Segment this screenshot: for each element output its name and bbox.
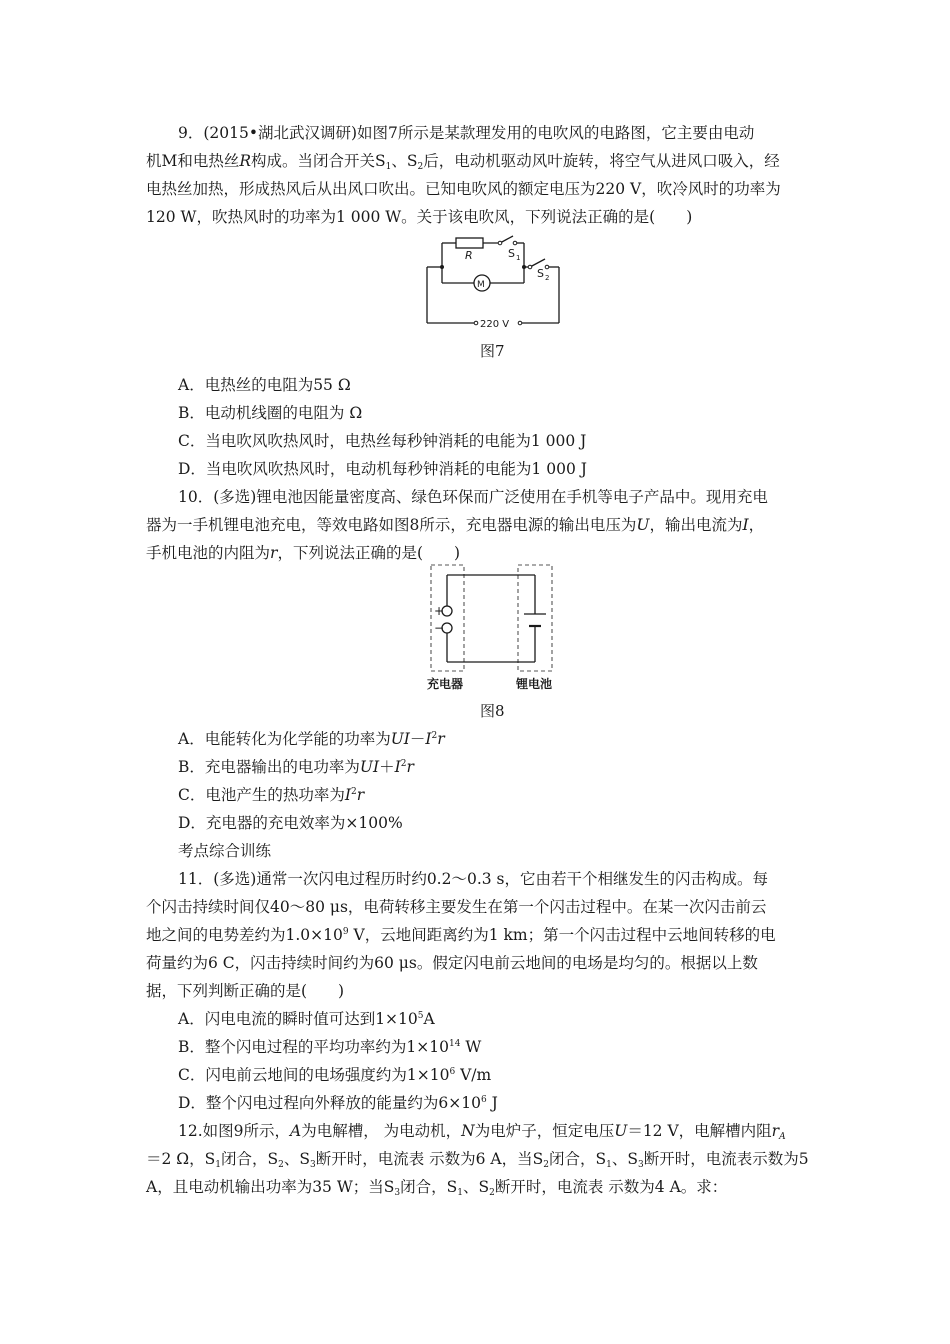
q9-line-2: 机M和电热丝R构成。当闭合开关$S_1$、$S_2$后，电动机驱动风叶旋转，将空气从进风口吸入，经 <box>146 152 780 172</box>
figure-8-caption: 图8 <box>480 702 505 720</box>
q9-line-3: 电热丝加热，形成热风后从出风口吹出。已知电吹风的额定电压为220 V，吹冷风时的功率为 <box>146 180 781 198</box>
fig7-label-r: R <box>465 249 473 262</box>
fig7-label-s2: S <box>537 267 544 280</box>
fig7-label-s1: S <box>508 247 515 260</box>
q10-line-3: 手机电池的内阻为r，下列说法正确的是( ) <box>146 544 461 562</box>
q11-line-2: 个闪击持续时间仅40～80 μs，电荷转移主要发生在第一个闪击过程中。在某一次闪击前云 <box>146 898 767 916</box>
q11-option-a: A．闪电电流的瞬时值可达到$1\times 10^5A$ <box>178 1010 435 1028</box>
q11-line-1: 11．(多选)通常一次闪电过程历时约0.2～0.3 s，它由若干个相继发生的闪击构成。每 <box>178 870 769 888</box>
q11-option-c: C．闪电前云地间的电场强度约为$1\times 10^6$ V/m <box>178 1066 492 1084</box>
q9-option-b: B．电动机线圈的电阻为 Ω <box>178 404 363 422</box>
fig8-minus: − <box>434 621 445 635</box>
q9-option-a: A．电热丝的电阻为55 Ω <box>178 376 351 394</box>
svg-text:2: 2 <box>545 274 550 282</box>
q11-line-3: 地之间的电势差约为$1.0\times 10^9$ V，云地间距离约为1 km；第一个闪击过程中云地间转移的电 <box>146 926 776 944</box>
q9-option-d: D．当电吹风吹热风时，电动机每秒钟消耗的电能为1 000 J <box>178 460 587 478</box>
q9-line-1: 9．(2015•湖北武汉调研)如图7所示是某款理发用的电吹风的电路图，它主要由电动 <box>178 124 755 142</box>
q10-option-d: D．充电器的充电效率为×100% <box>178 814 403 832</box>
q12-line-2: ＝2 Ω，$S_1$闭合，$S_2$、$S_3$断开时，电流表 示数为6 A，当$S_2$闭合，$S_1$、$S_3$断开时，电流表示数为5 <box>146 1150 809 1170</box>
q10-option-c: C．电池产生的热功率为$I^2r$ <box>178 786 365 804</box>
fig8-plus: + <box>434 604 445 618</box>
q11-option-d: D．整个闪电过程向外释放的能量约为$6\times 10^6$ J <box>178 1094 498 1112</box>
figure-7-caption: 图7 <box>480 342 505 360</box>
q12-line-3: A，且电动机输出功率为35 W；当$S_3$闭合，$S_1$、$S_2$断开时，电流表 示数为4 A。求： <box>146 1178 728 1198</box>
q10-option-b: B．充电器输出的电功率为$UI+I^2r$ <box>178 758 414 776</box>
q11-option-b: B．整个闪电过程的平均功率约为$1\times 10^{14}$ W <box>178 1038 482 1056</box>
q10-line-2: 器为一手机锂电池充电，等效电路如图8所示，充电器电源的输出电压为U，输出电流为I， <box>146 516 765 534</box>
q10-option-a: A．电能转化为化学能的功率为$UI-I^2r$ <box>178 730 445 748</box>
fig7-motor-label: M <box>477 280 485 290</box>
q9-option-c: C．当电吹风吹热风时，电热丝每秒钟消耗的电能为1 000 J <box>178 432 587 450</box>
q11-line-5: 据，下列判断正确的是( ) <box>146 982 345 1000</box>
svg-text:1: 1 <box>516 254 521 262</box>
section-heading: 考点综合训练 <box>178 842 272 860</box>
q9-line-4: 120 W，吹热风时的功率为1 000 W。关于该电吹风，下列说法正确的是( ) <box>146 208 693 226</box>
fig8-charger-label: 充电器 <box>427 677 464 691</box>
fig7-voltage-label: 220 V <box>480 319 510 330</box>
fig8-battery-label: 锂电池 <box>516 677 553 691</box>
q10-line-1: 10．(多选)锂电池因能量密度高、绿色环保而广泛使用在手机等电子产品中。现用充电 <box>178 488 768 506</box>
q12-line-1: 12.如图9所示，A为电解槽， 为电动机，N为电炉子，恒定电压U＝12 V，电解槽内阻$r_A$ <box>178 1122 786 1142</box>
q11-line-4: 荷量约为6 C，闪击持续时间约为60 μs。假定闪电前云地间的电场是均匀的。根据以上数 <box>146 954 758 972</box>
